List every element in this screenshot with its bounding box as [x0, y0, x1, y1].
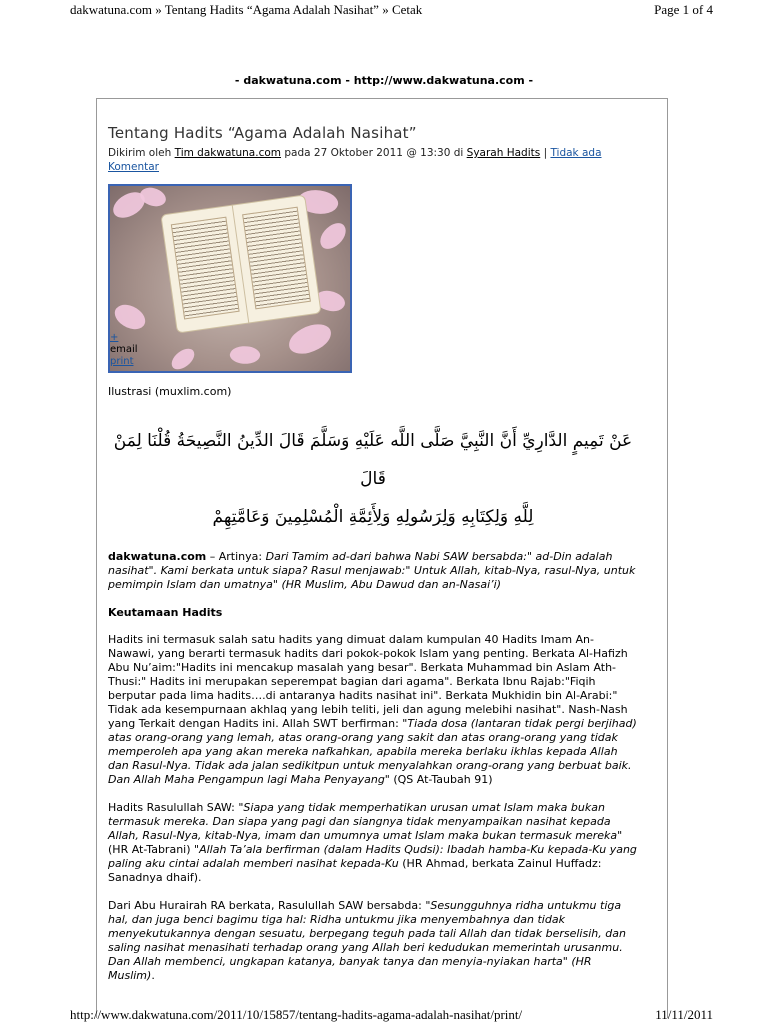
byline — [108, 146, 638, 174]
paragraph-2-ref-2: (HR Ahmad, berkata Zainul Huffadz: Sanadnya dhaif). — [108, 857, 602, 884]
byline-prefix: Dikirim oleh — [108, 147, 175, 159]
paragraph-2-quote-1: "Siapa yang tidak memperhatikan urusan umat Islam maka bukan termasuk mereka. Dan siapa yang pagi dan siangnya tidak menyampaikan nasihat kepada Allah, Rasul-Nya, kitab-Nya, imam dan umumnya umat Islam maka bukan termasuk mereka" — [108, 801, 623, 842]
paragraph-2-quote-2: "Allah Ta’ala berfirman (dalam Hadits Qudsi): Ibadah hamba-Ku kepada-Ku yang paling aku cintai adalah memberi nasihat kepada-Ku — [108, 843, 637, 870]
quran-book — [158, 194, 323, 334]
byline-date: pada 27 Oktober 2011 @ 13:30 di — [281, 147, 467, 159]
paragraph-3-end: . — [151, 969, 155, 982]
article-title: Tentang Hadits “Agama Adalah Nasihat” — [108, 124, 417, 142]
petal — [315, 219, 351, 253]
footer-url: http://www.dakwatuna.com/2011/10/15857/tentang-hadits-agama-adalah-nasihat/print/ — [70, 1007, 523, 1022]
email-link[interactable]: email — [110, 344, 138, 355]
byline-separator: | — [540, 147, 551, 159]
paragraph-1-quote: "Tiada dosa (lantaran tidak pergi berjihad) atas orang-orang yang lemah, atas orang-orang yang sakit dan atas orang-orang yang tidak memperoleh apa yang akan mereka nafkahkan, apabila mereka berlaku ikhlas kepada Allah dan Rasul-Nya. Tidak ada jalan sedikitpun untuk menyalahkan orang-orang yang berbuat baik. Dan Allah Maha Pengampun lagi Maha Penyayang" — [108, 717, 637, 786]
print-doc-title: dakwatuna.com » Tentang Hadits “Agama Adalah Nasihat” » Cetak — [70, 2, 423, 17]
print-footer — [70, 1006, 713, 1024]
intro-paragraph — [108, 550, 638, 592]
print-header — [70, 0, 713, 20]
page-indicator: Page 1 of 4 — [654, 2, 713, 17]
author-link[interactable]: Tim dakwatuna.com — [174, 147, 282, 159]
article-content — [108, 124, 638, 983]
paragraph-2-lead: Hadits Rasulullah SAW: — [108, 801, 239, 814]
intro-site: dakwatuna.com — [108, 550, 207, 563]
paragraph-1-text: Hadits ini termasuk salah satu hadits yang dimuat dalam kumpulan 40 Hadits Imam An-Nawawi, yang berarti termasuk hadits dari pokok-pokok Islam yang penting. Berkata Al-Hafizh Abu Nu’aim:"Hadits ini mencakup masalah yang besar". Berkata Muhammad bin Aslam Ath-Thusi:" Hadits ini merupakan seperempat bagian dari agama". Berkata Ibnu Rajab:"Fiqih berputar pada lima hadits….di antaranya hadits nasihat ini". Berkata Mukhidin bin Al-Arabi:" Tidak ada kesempurnaan akhlaq yang lebih teliti, jeli dan agung melebihi nasihat". Nash-Nash yang Terkait dengan Hadits ini. Allah SWT berfirman: — [108, 633, 628, 730]
site-line: - dakwatuna.com - http://www.dakwatuna.com - — [234, 74, 534, 87]
print-link[interactable]: print — [110, 356, 134, 367]
paragraph-3-lead: Dari Abu Hurairah RA berkata, Rasulullah SAW bersabda: — [108, 899, 426, 912]
petal — [285, 321, 334, 358]
footer-date: 11/11/2011 — [655, 1007, 713, 1022]
article-image — [108, 184, 352, 373]
share-link[interactable]: + — [110, 332, 119, 343]
petal — [111, 298, 150, 335]
petal — [168, 346, 199, 373]
image-caption: Ilustrasi (muxlim.com) — [108, 385, 232, 398]
comments-link[interactable]: Tidak ada Komentar — [108, 147, 602, 173]
paragraph-1-ref: (QS At-Taubah 91) — [389, 773, 493, 786]
arabic-hadith — [108, 422, 638, 536]
arabic-line-2: لِلَّهِ وَلِكِتَابِهِ وَلِرَسُولِهِ وَلِأَئِمَّةِ الْمُسْلِمِينَ وَعَامَّتِهِمْ — [212, 507, 534, 527]
image-share-links — [110, 332, 138, 368]
petal — [229, 344, 262, 367]
paragraph-2 — [108, 801, 638, 885]
paragraph-3 — [108, 899, 638, 983]
intro-label: – Artinya: — [206, 550, 266, 563]
category-link[interactable]: Syarah Hadits — [466, 147, 541, 159]
arabic-line-1: عَنْ تَمِيمٍ الدَّارِيِّ أَنَّ النَّبِيَّ صَلَّى اللَّه عَلَيْهِ وَسَلَّمَ قَالَ الدِّينُ النَّصِيحَةُ قُلْنَا لِمَنْ قَالَ — [113, 431, 633, 489]
paragraph-1 — [108, 633, 638, 787]
paragraph-3-quote: "Sesungguhnya ridha untukmu tiga hal, dan juga benci bagimu tiga hal: Ridha untukmu jika menyembahnya dan tidak menyekutukannya dengan sesuatu, berpegang teguh pada tali Allah dan tidak berselisih, dan saling nasihat menasihati terhadap orang yang Allah beri kedudukan memerintah urusanmu. Dan Allah membenci, ungkapan katanya, banyak tanya dan menyia-nyiakan harta" (HR Muslim) — [108, 899, 626, 982]
paragraph-2-ref-1: (HR At-Tabrani) — [108, 843, 195, 856]
intro-translation: Dari Tamim ad-dari bahwa Nabi SAW bersabda:" ad-Din adalah nasihat". Kami berkata untuk siapa? Rasul menjawab:" Untuk Allah, kitab-Nya, rasul-Nya, untuk pemimpin Islam dan umatnya" (HR Muslim, Abu Dawud dan an-Nasai’i) — [108, 550, 636, 591]
section-heading: Keutamaan Hadits — [108, 606, 223, 619]
